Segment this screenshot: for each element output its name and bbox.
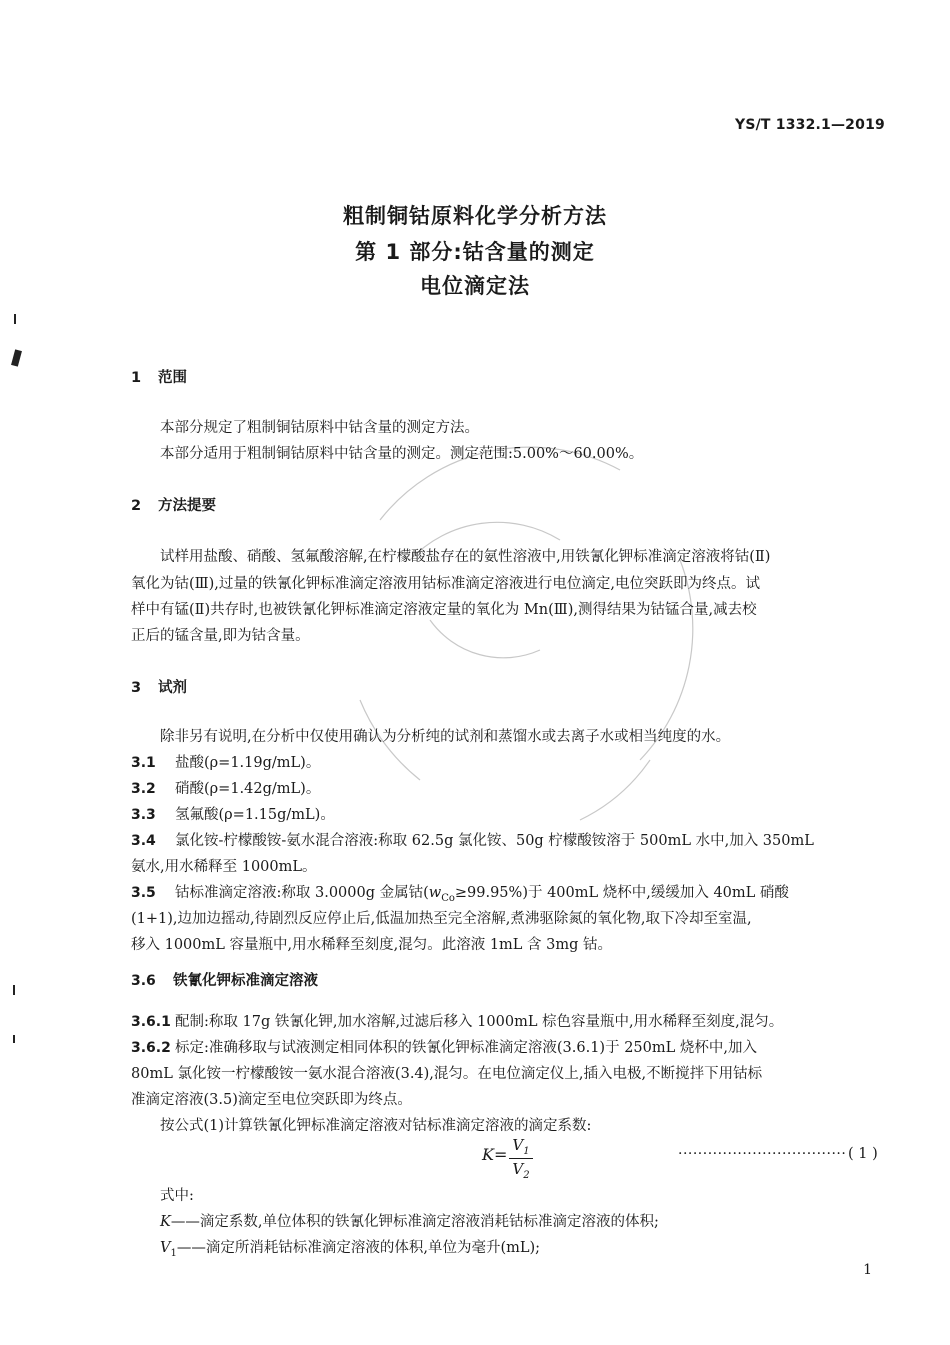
section-number: 2 — [131, 498, 142, 514]
scan-mark — [13, 1035, 15, 1043]
definition-v1 — [160, 1236, 540, 1259]
section-heading-scope — [131, 366, 187, 387]
paragraph-line: 准滴定溶液(3.5)滴定至电位突跃即为终点。 — [131, 1092, 412, 1108]
title-line-3: 电位滴定法 — [420, 274, 530, 298]
item-number: 3.4 — [131, 833, 156, 849]
fraction-bar — [509, 1158, 533, 1159]
item-text: 氢氟酸(ρ=1.15g/mL)。 — [175, 807, 335, 823]
section-number: 1 — [131, 370, 142, 386]
item-number: 3.6 — [131, 973, 156, 989]
mass-fraction-subscript: Co — [441, 892, 455, 904]
item-number: 3.3 — [131, 807, 156, 823]
paragraph-line: 氧化为钴(Ⅲ),过量的铁氰化钾标准滴定溶液用钴标准滴定溶液进行电位滴定,电位突跃即为终点。试 — [131, 576, 761, 592]
definition-text: ——滴定所消耗钴标准滴定溶液的体积,单位为毫升(mL); — [176, 1240, 541, 1256]
paragraph-line: 氨水,用水稀释至 1000mL。 — [131, 859, 317, 875]
paragraph-line: 样中有锰(Ⅱ)共存时,也被铁氰化钾标准滴定溶液定量的氧化为 Mn(Ⅲ),测得结果为钴锰合量,减去校 — [131, 602, 757, 618]
paragraph-line: 80mL 氯化铵一柠檬酸铵一氨水混合溶液(3.4),混匀。在电位滴定仪上,插入电极,不断搅拌下用钴标 — [131, 1066, 763, 1082]
item-number: 3.6.2 — [131, 1040, 171, 1056]
item-number: 3.5 — [131, 885, 156, 901]
subsection-heading-3-6 — [131, 969, 318, 990]
section-heading-reagents — [131, 676, 187, 697]
item-text: 标定:准确移取与试液测定相同体积的铁氰化钾标准滴定溶液(3.6.1)于 250mL 烧杯中,加入 — [175, 1040, 757, 1056]
section-title: 试剂 — [158, 680, 187, 696]
page-number: 1 — [863, 1262, 872, 1278]
item-number: 3.6.1 — [131, 1014, 171, 1030]
item-number: 3.1 — [131, 755, 156, 771]
fraction-denominator: $V_2$ — [512, 1160, 530, 1181]
reagent-item-3-6-1 — [131, 1010, 783, 1031]
section-title: 范围 — [158, 370, 187, 386]
paragraph-line: 试样用盐酸、硝酸、氢氟酸溶解,在柠檬酸盐存在的氨性溶液中,用铁氰化钾标准滴定溶液将钴(Ⅱ) — [160, 549, 771, 565]
symbol: K — [160, 1214, 171, 1230]
reagent-item-3-2 — [131, 777, 320, 798]
paragraph: 本部分规定了粗制铜钴原料中钴含量的测定方法。 — [160, 420, 479, 436]
paragraph-line: 正后的锰含量,即为钴含量。 — [131, 628, 310, 644]
paragraph: 本部分适用于粗制铜钴原料中钴含量的测定。测定范围:5.00%～60.00%。 — [160, 446, 644, 462]
paragraph-line: (1+1),边加边摇动,待剧烈反应停止后,低温加热至完全溶解,煮沸驱除氮的氧化物,取下冷却至室温, — [131, 911, 752, 927]
section-title: 方法提要 — [158, 498, 216, 514]
formula-fraction — [509, 1136, 533, 1181]
where-label: 式中: — [160, 1188, 194, 1204]
definition-k — [160, 1210, 659, 1231]
scan-mark — [13, 985, 15, 995]
mass-fraction-symbol: w — [428, 885, 442, 901]
subsection-title: 铁氰化钾标准滴定溶液 — [173, 973, 318, 989]
reagent-item-3-6-2 — [131, 1036, 757, 1057]
formula-leader-dots: ·································· — [678, 1146, 847, 1162]
title-line-1: 粗制铜钴原料化学分析方法 — [343, 204, 607, 228]
item-text: ≥99.95%)于 400mL 烧杯中,缓缓加入 40mL 硝酸 — [454, 885, 789, 901]
scan-mark — [11, 349, 22, 366]
item-text: 盐酸(ρ=1.19g/mL)。 — [175, 755, 321, 771]
section-number: 3 — [131, 680, 142, 696]
item-text: 钴标准滴定溶液:称取 3.0000g 金属钴( — [175, 885, 429, 901]
fraction-numerator: $V_1$ — [512, 1136, 530, 1157]
scan-mark — [14, 314, 16, 324]
item-text: 氯化铵-柠檬酸铵-氨水混合溶液:称取 62.5g 氯化铵、50g 柠檬酸铵溶于 500mL 水中,加入 350mL — [175, 833, 814, 849]
section-heading-method — [131, 494, 216, 515]
formula-intro: 按公式(1)计算铁氰化钾标准滴定溶液对钴标准滴定溶液的滴定系数: — [160, 1118, 592, 1134]
paragraph-line: 移入 1000mL 容量瓶中,用水稀释至刻度,混匀。此溶液 1mL 含 3mg 钴。 — [131, 937, 613, 953]
reagent-item-3-4 — [131, 829, 814, 850]
standard-number: YS/T 1332.1—2019 — [735, 117, 885, 133]
item-text: 配制:称取 17g 铁氰化钾,加水溶解,过滤后移入 1000mL 棕色容量瓶中,用水稀释至刻度,混匀。 — [175, 1014, 784, 1030]
item-text: 硝酸(ρ=1.42g/mL)。 — [175, 781, 321, 797]
item-number: 3.2 — [131, 781, 156, 797]
reagent-item-3-3 — [131, 803, 335, 824]
symbol: V — [160, 1240, 171, 1256]
symbol-subscript: 1 — [170, 1247, 177, 1259]
formula-number: ( 1 ) — [848, 1146, 878, 1162]
title-line-2: 第 1 部分:钴含量的测定 — [355, 240, 595, 264]
reagent-item-3-5 — [131, 881, 789, 904]
reagent-item-3-1 — [131, 751, 320, 772]
paragraph: 除非另有说明,在分析中仅使用确认为分析纯的试剂和蒸馏水或去离子水或相当纯度的水。 — [160, 729, 731, 745]
definition-text: ——滴定系数,单位体积的铁氰化钾标准滴定溶液消耗钴标准滴定溶液的体积; — [170, 1214, 659, 1230]
formula-lhs: K= — [482, 1145, 508, 1164]
